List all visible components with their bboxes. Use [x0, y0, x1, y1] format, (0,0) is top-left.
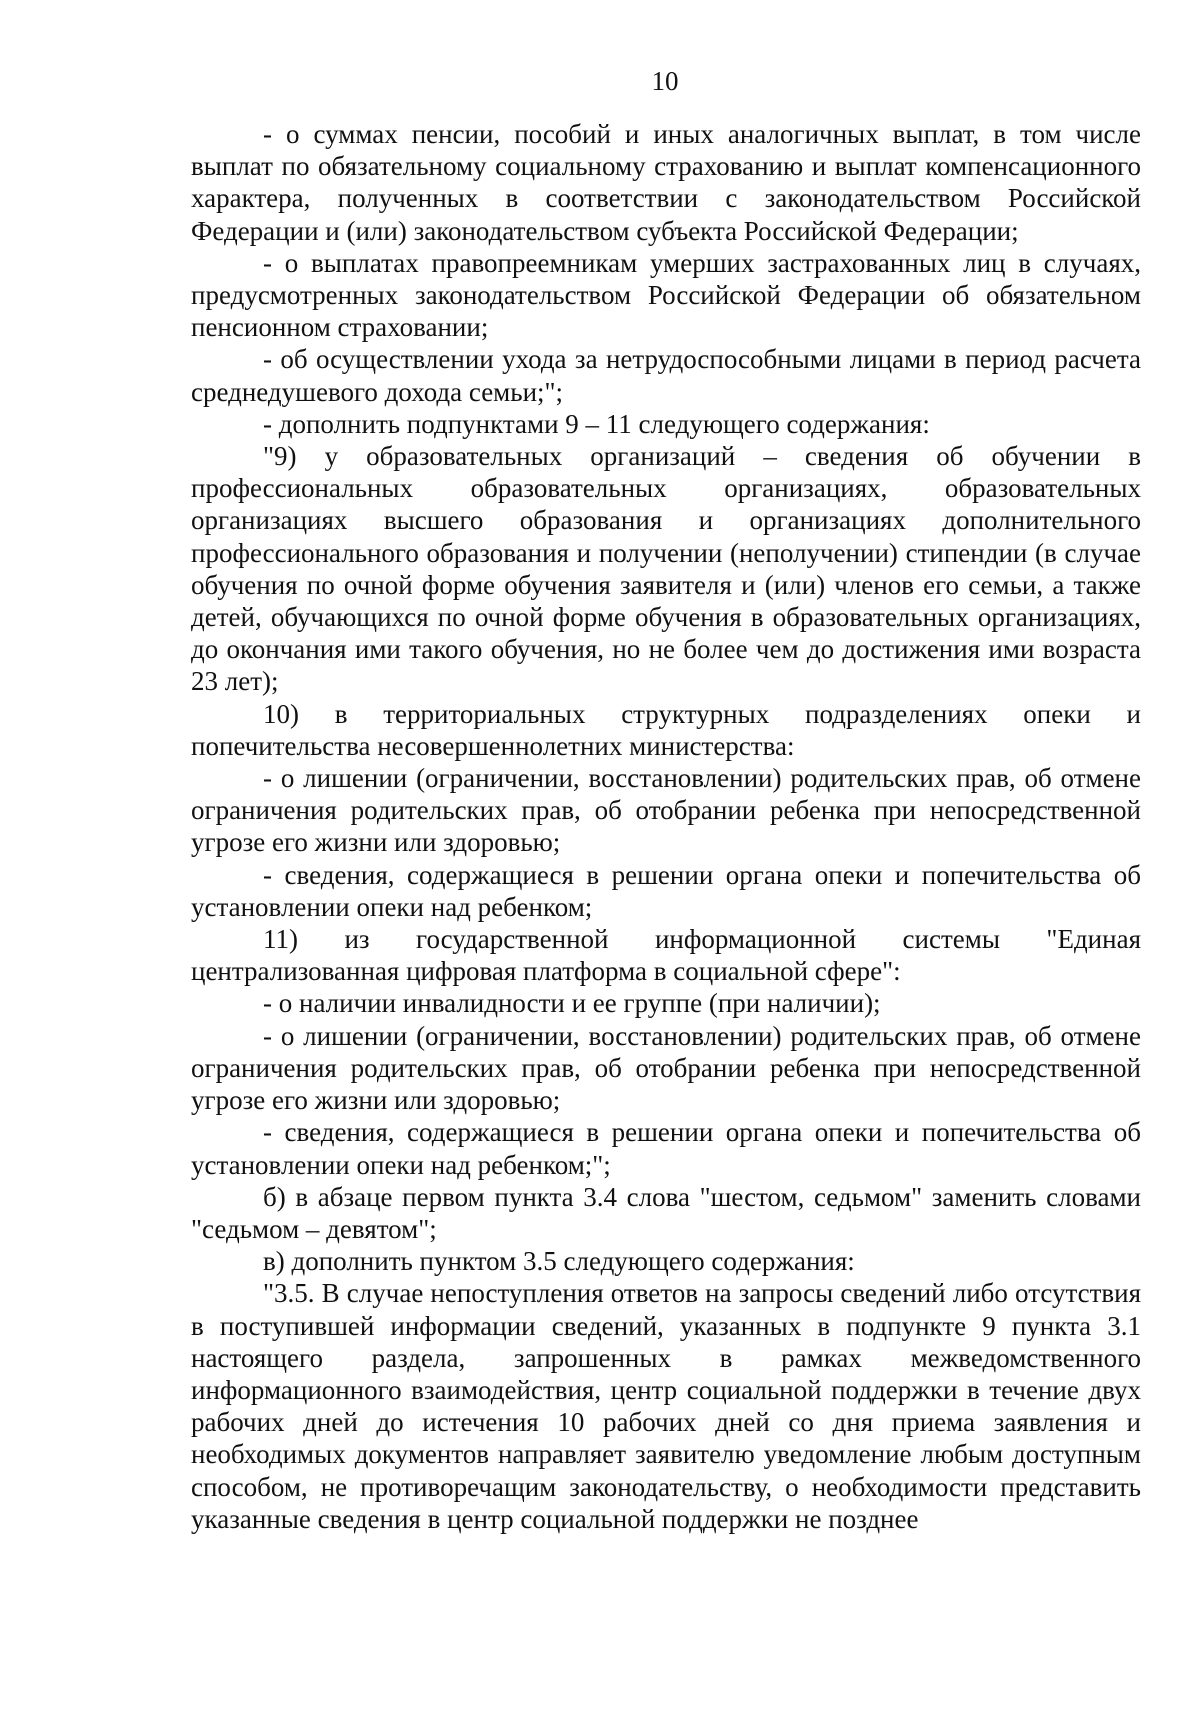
document-body: [191, 118, 1141, 1535]
paragraph-item-11-platform: 11) из государственной информационной системы "Единая централизованная цифровая платформа в социальной сфере":: [191, 924, 1141, 987]
paragraph-parental-rights-2: - о лишении (ограничении, восстановлении) родительских прав, об отмене ограничения родительских прав, об отобрании ребенка при непосредственной угрозе его жизни или здоровью;: [191, 1020, 1141, 1116]
paragraph-item-b-replace: б) в абзаце первом пункта 3.4 слова "шестом, седьмом" заменить словами "седьмом – девятом";: [191, 1181, 1141, 1244]
paragraph-guardianship-decision-1: - сведения, содержащиеся в решении органа опеки и попечительства об установлении опеки над ребенком;: [191, 859, 1141, 922]
paragraph-successor-payments: - о выплатах правопреемникам умерших застрахованных лиц в случаях, предусмотренных законодательством Российской Федерации об обязательном пенсионном страховании;: [191, 247, 1141, 343]
paragraph-item-v-add: в) дополнить пунктом 3.5 следующего содержания:: [263, 1246, 855, 1277]
paragraph-guardianship-decision-2: - сведения, содержащиеся в решении органа опеки и попечительства об установлении опеки над ребенком;";: [191, 1117, 1141, 1180]
paragraph-add-subitems: - дополнить подпунктами 9 – 11 следующего содержания:: [263, 408, 930, 439]
page-number: 10: [651, 66, 679, 96]
paragraph-pension-sums: - о суммах пенсии, пособий и иных аналогичных выплат, в том числе выплат по обязательному социальному страхованию и выплат компенсационного характера, полученных в соответствии с законодательством Российской Федерации и (или) законодательством субъекта Российской Федерации;: [191, 119, 1141, 246]
paragraph-care-disabled: - об осуществлении ухода за нетрудоспособными лицами в период расчета среднедушевого дохода семьи;";: [191, 344, 1141, 407]
paragraph-item-9-education: "9) у образовательных организаций – сведения об обучении в профессиональных образовательных организациях, образовательных организациях высшего образования и организациях дополнительного профессионального образования и получении (неполучении) стипендии (в случае обучения по очной форме обучения заявителя и (или) членов его семьи, а также детей, обучающихся по очной форме обучения в образовательных организациях, до окончания ими такого обучения, но не более чем до достижения ими возраста 23 лет);: [191, 441, 1141, 697]
paragraph-disability: - о наличии инвалидности и ее группе (при наличии);: [263, 988, 881, 1019]
paragraph-parental-rights-1: - о лишении (ограничении, восстановлении) родительских прав, об отмене ограничения родительских прав, об отобрании ребенка при непосредственной угрозе его жизни или здоровью;: [191, 763, 1141, 858]
paragraph-item-10-guardianship: 10) в территориальных структурных подразделениях опеки и попечительства несовершеннолетних министерства:: [191, 698, 1141, 761]
paragraph-item-3-5: "3.5. В случае непоступления ответов на запросы сведений либо отсутствия в поступившей информации сведений, указанных в подпункте 9 пункта 3.1 настоящего раздела, запрошенных в рамках межведомственного информационного взаимодействия, центр социальной поддержки в течение двух рабочих дней до истечения 10 рабочих дней со дня приема заявления и необходимых документов направляет заявителю уведомление любым доступным способом, не противоречащим законодательству, о необходимости представить указанные сведения в центр социальной поддержки не позднее: [191, 1278, 1141, 1534]
